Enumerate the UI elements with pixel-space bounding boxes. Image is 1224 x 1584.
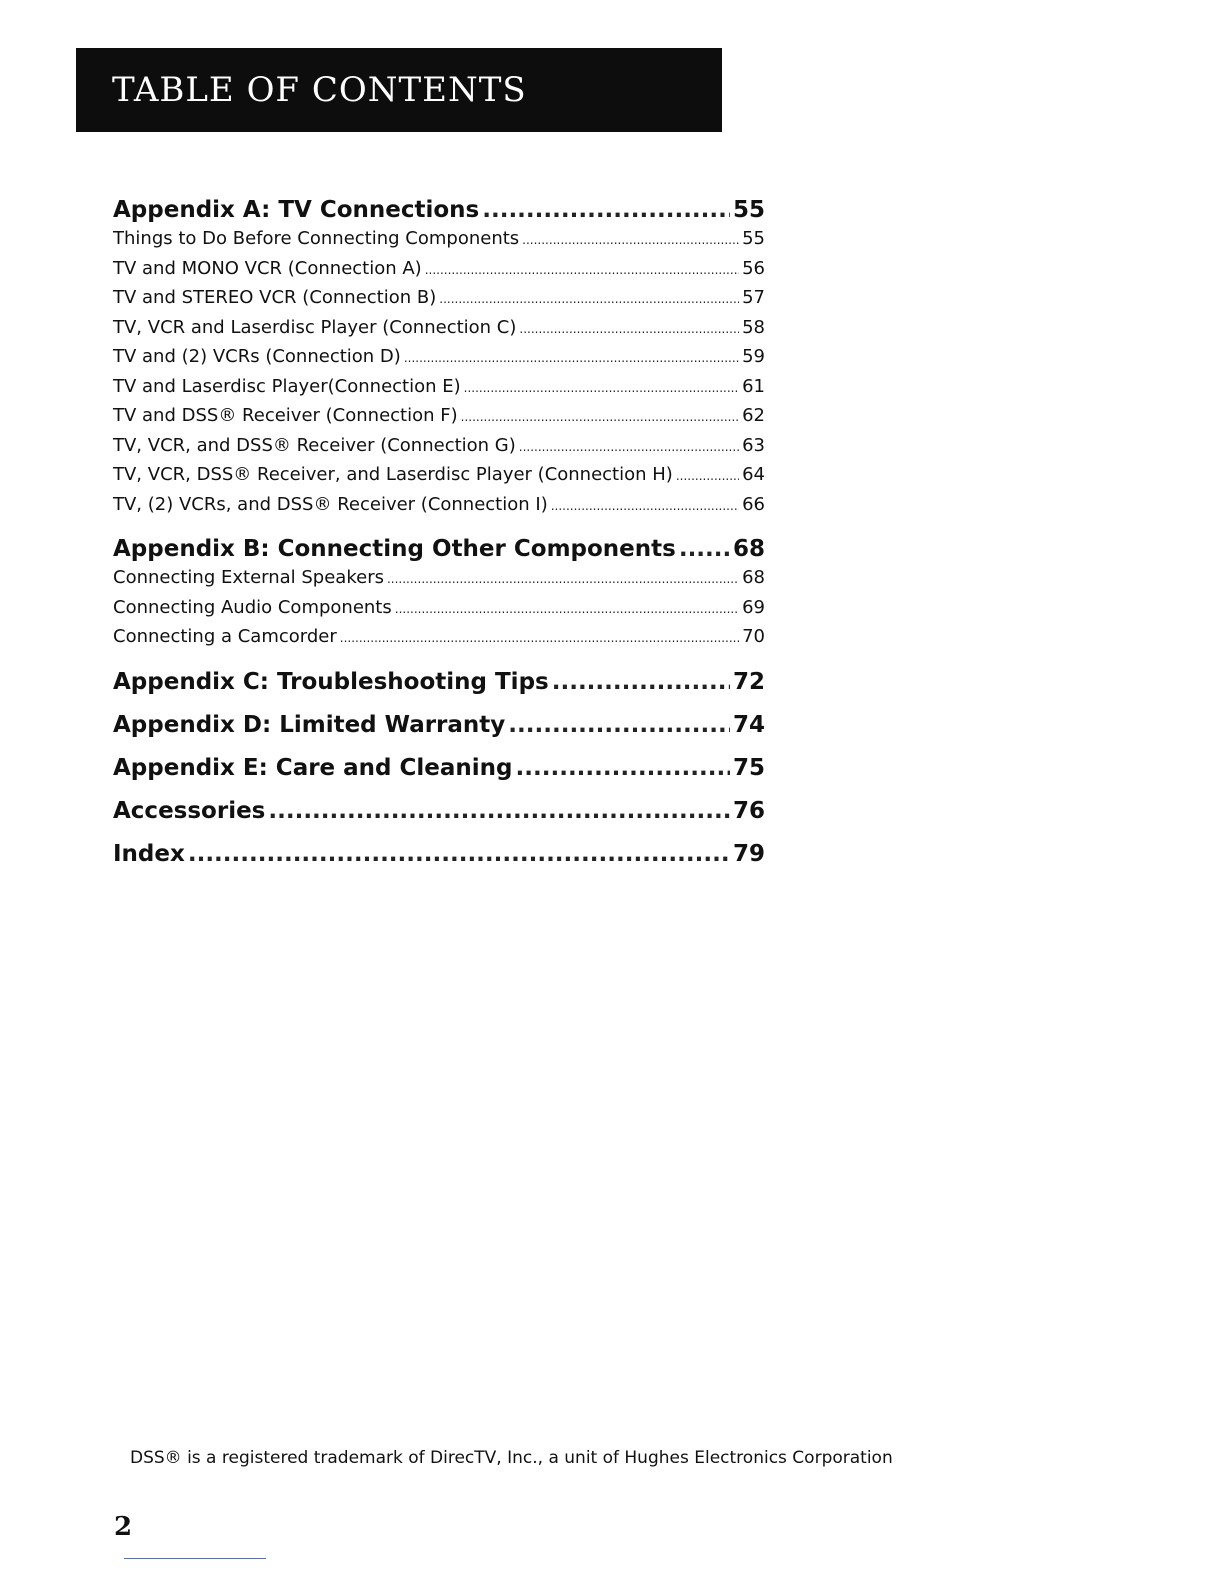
dot-leader [404,344,739,373]
toc-section-title: Appendix A: TV Connections [113,197,480,223]
table-of-contents [113,195,765,869]
toc-page-number: 55 [742,228,765,249]
bottom-rule [124,1558,266,1559]
dot-leader [519,433,739,462]
dot-leader [464,374,739,403]
toc-entry[interactable] [113,284,765,314]
toc-page-number: 75 [732,754,765,781]
toc-page-number: 59 [742,346,765,367]
dot-leader [340,624,739,653]
toc-section-title: Accessories [113,797,266,824]
dot-leader [519,315,739,344]
dot-leader [552,667,730,697]
dot-leader [522,226,739,255]
toc-entry-label: TV, (2) VCRs, and DSS® Receiver (Connection I) [113,493,548,515]
toc-page-number: 70 [742,626,765,647]
dot-leader [461,403,739,432]
toc-page-number: 57 [742,287,765,308]
toc-page-number: 79 [732,840,765,867]
toc-entry-label: TV, VCR, and DSS® Receiver (Connection G) [113,434,516,456]
toc-entry[interactable] [113,594,765,624]
dot-leader [395,595,739,624]
toc-entry[interactable] [113,343,765,373]
page-header [76,48,722,132]
toc-entry[interactable] [113,314,765,344]
toc-entry-label: TV and MONO VCR (Connection A) [113,257,422,279]
toc-entry[interactable] [113,225,765,255]
dot-leader [508,710,730,740]
page-title: TABLE OF CONTENTS [112,70,527,110]
toc-page-number: 56 [742,257,765,279]
toc-page-number: 58 [742,316,765,338]
toc-entry[interactable] [113,564,765,594]
toc-page-number: 64 [742,464,765,485]
dot-leader [439,285,739,314]
toc-entry[interactable] [113,255,765,285]
dot-leader [268,796,730,826]
dot-leader [551,492,739,521]
toc-page-number: 66 [742,493,765,515]
toc-page-number: 61 [742,375,765,397]
dot-leader [676,462,739,491]
dot-leader [425,256,739,285]
toc-section-index[interactable] [113,839,765,869]
trademark-footnote: DSS® is a registered trademark of DirecTV, Inc., a unit of Hughes Electronics Corporation [130,1448,893,1468]
toc-entry-label: TV and DSS® Receiver (Connection F) [113,405,458,426]
toc-page-number: 63 [742,434,765,456]
toc-section-title: Appendix E: Care and Cleaning [113,754,513,781]
page-number: 2 [114,1512,133,1542]
toc-page-number: 68 [742,567,765,588]
toc-entry-label: TV and Laserdisc Player(Connection E) [113,375,461,397]
toc-page-number: 76 [732,797,765,824]
toc-entry-label: TV, VCR and Laserdisc Player (Connection C) [113,316,517,338]
toc-page-number: 68 [732,536,765,562]
dot-leader [482,195,730,225]
toc-entry-label: TV, VCR, DSS® Receiver, and Laserdisc Player (Connection H) [113,464,673,485]
toc-entry[interactable] [113,402,765,432]
toc-entry-label: Connecting External Speakers [113,567,384,588]
toc-section-appendix-e[interactable] [113,753,765,783]
toc-entry[interactable] [113,373,765,403]
dot-leader [387,565,739,594]
toc-entry[interactable] [113,432,765,462]
toc-page-number: 62 [742,405,765,426]
toc-section-appendix-b[interactable] [113,534,765,564]
toc-entry[interactable] [113,623,765,653]
dot-leader [516,753,730,783]
toc-page-number: 74 [732,711,765,738]
toc-section-title: Appendix D: Limited Warranty [113,711,506,738]
dot-leader [679,534,730,564]
dot-leader [188,839,730,869]
toc-page-number: 72 [732,668,765,695]
toc-page-number: 69 [742,596,765,618]
toc-section-appendix-d[interactable] [113,710,765,740]
toc-section-accessories[interactable] [113,796,765,826]
toc-section-appendix-c[interactable] [113,667,765,697]
toc-section-title: Appendix B: Connecting Other Components [113,536,676,562]
toc-entry-label: TV and (2) VCRs (Connection D) [113,346,401,367]
toc-section-appendix-a[interactable] [113,195,765,225]
toc-page-number: 55 [732,197,765,223]
toc-entry-label: Things to Do Before Connecting Components [113,228,520,249]
toc-entry-label: Connecting a Camcorder [113,626,337,647]
toc-entry-label: Connecting Audio Components [113,596,392,618]
toc-section-title: Appendix C: Troubleshooting Tips [113,668,549,695]
toc-section-title: Index [113,840,185,867]
toc-entry-label: TV and STEREO VCR (Connection B) [113,287,437,308]
toc-entry[interactable] [113,461,765,491]
toc-entry[interactable] [113,491,765,521]
